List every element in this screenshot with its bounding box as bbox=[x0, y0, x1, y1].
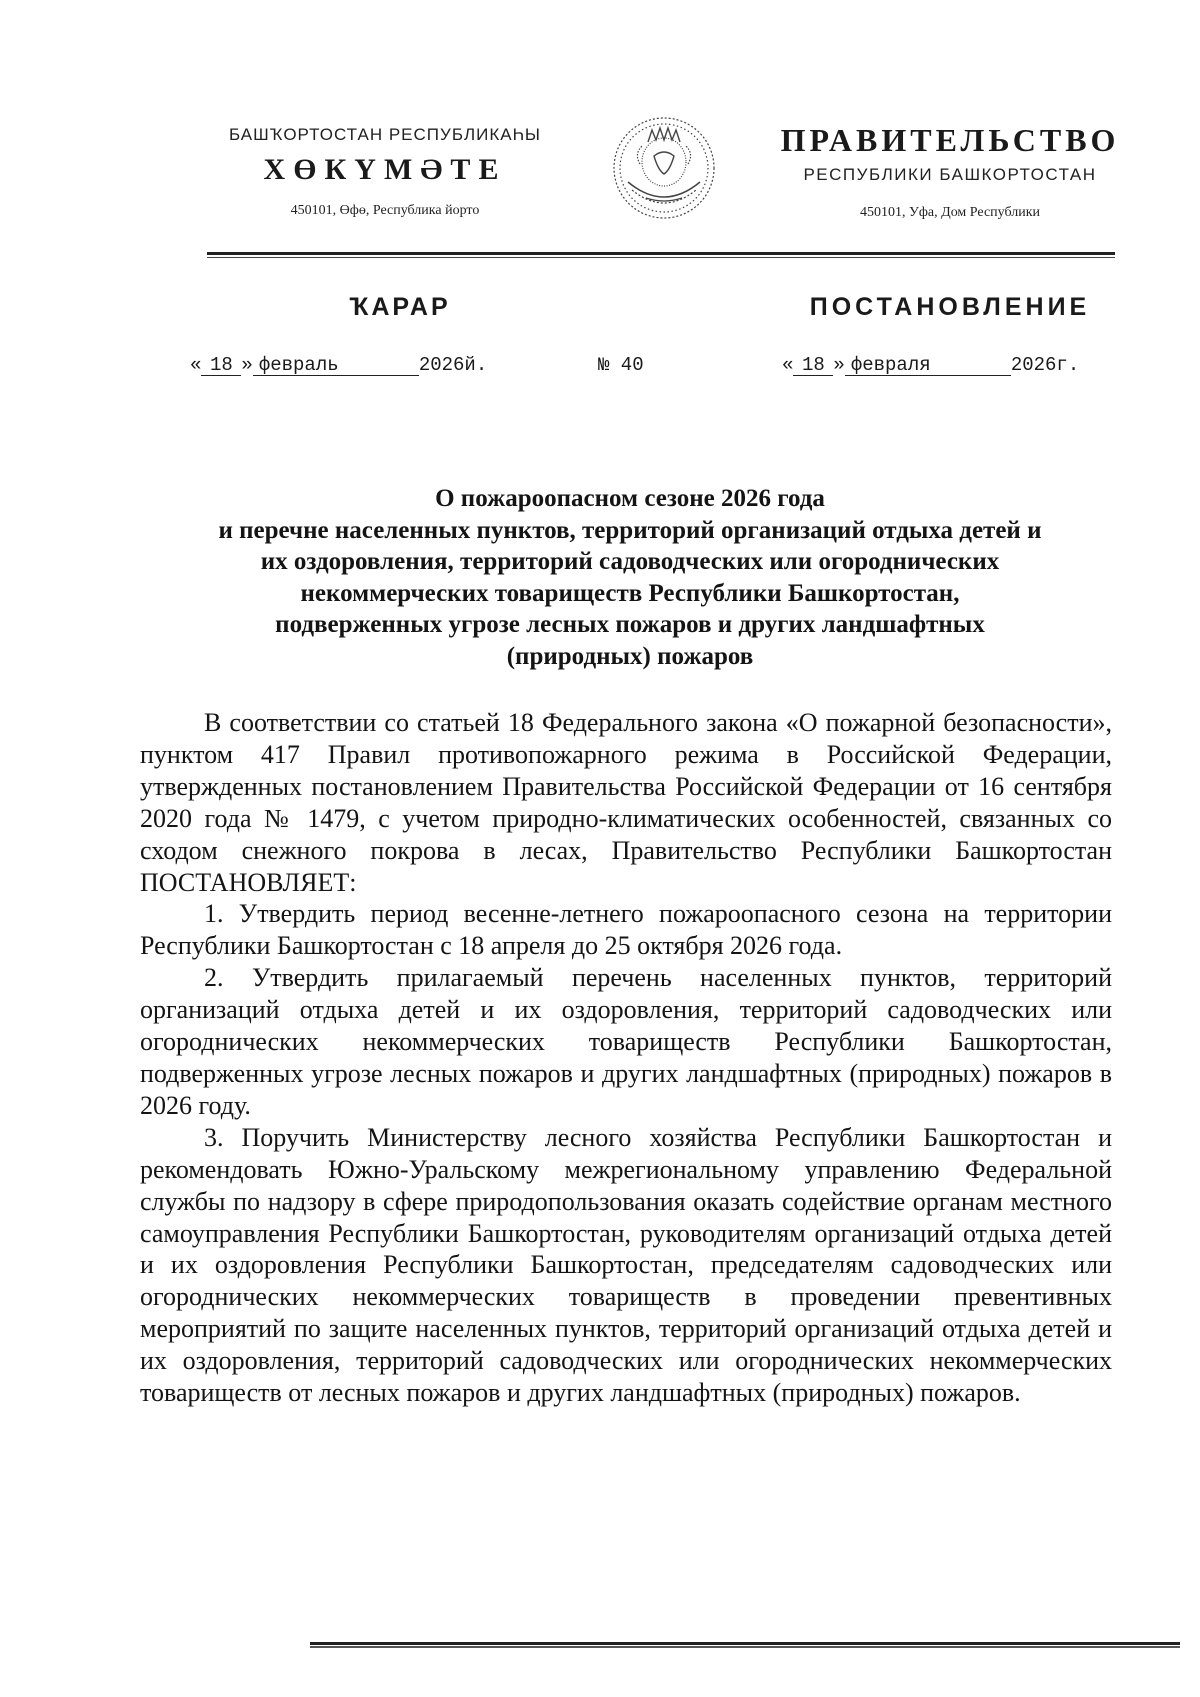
header-divider-thin bbox=[207, 257, 1115, 258]
russian-republic-name: РЕСПУБЛИКИ БАШКОРТОСТАН bbox=[803, 165, 1097, 184]
title-line: и перечне населенных пунктов, территорий организаций отдыха детей и bbox=[218, 516, 1042, 544]
date-russian bbox=[782, 354, 1079, 376]
decree-number: № 40 bbox=[598, 354, 644, 376]
item-1-paragraph: 1. Утвердить период весенне-летнего пожароопасного сезона на территории Республики Башкортостан с 18 апреля до 25 октября 2026 года. bbox=[140, 899, 1112, 961]
bashkir-address: 450101, Өфө, Республика йорто bbox=[290, 203, 480, 218]
header-bashkir bbox=[175, 125, 595, 219]
bashkortostan-coat-of-arms-icon bbox=[608, 112, 720, 224]
date-month-russian: февраля bbox=[845, 355, 1011, 376]
date-year-russian: 2026г. bbox=[1010, 354, 1080, 376]
date-bashkir bbox=[190, 354, 487, 376]
title-line: О пожароопасном сезоне 2026 года bbox=[435, 485, 825, 512]
russian-address: 450101, Уфа, Дом Республики bbox=[859, 205, 1041, 220]
bashkir-republic-name: БАШҠОРТОСТАН РЕСПУБЛИКАҺЫ bbox=[229, 125, 541, 144]
date-day-russian: 18 bbox=[793, 355, 833, 376]
doc-type-bashkir: ҠАРАР bbox=[349, 293, 451, 321]
item-3-paragraph: 3. Поручить Министерству лесного хозяйства Республики Башкортостан и рекомендовать Южно-Уральскому межрегиональному управлению Федеральной службы по надзору в сфере природопользования оказать содействие органам местного самоуправления Республики Башкортостан, руководителям организаций отдыха детей и их оздоровления Республики Башкортостан, председателям садоводческих или огороднических некоммерческих товариществ в проведении превентивных мероприятий по защите населенных пунктов, территорий организаций отдыха детей и их оздоровления, территорий садоводческих или огороднических некоммерческих товариществ от лесных пожаров и других ландшафтных (природных) пожаров. bbox=[140, 1122, 1112, 1408]
date-day-bashkir: 18 bbox=[201, 355, 241, 376]
quote-close: » bbox=[833, 354, 845, 376]
title-line: некоммерческих товариществ Республики Башкортостан, bbox=[300, 579, 960, 607]
page-bottom-line bbox=[310, 1642, 1180, 1645]
quote-close: » bbox=[241, 354, 253, 376]
decree-word: ПОСТАНОВЛЯЕТ: bbox=[140, 867, 357, 897]
page-bottom-line-thin bbox=[310, 1646, 1180, 1648]
document-title bbox=[140, 483, 1120, 672]
title-line: их оздоровления, территорий садоводческих или огороднических bbox=[260, 548, 1000, 575]
russian-government-name: ПРАВИТЕЛЬСТВО bbox=[780, 122, 1120, 158]
header-divider bbox=[207, 252, 1115, 255]
title-line: (природных) пожаров bbox=[506, 642, 754, 670]
bashkir-government-name: ХӨКҮМӘТЕ bbox=[263, 153, 507, 186]
date-year-bashkir: 2026й. bbox=[418, 354, 488, 376]
document-body bbox=[140, 707, 1112, 1409]
quote-open: « bbox=[190, 354, 202, 376]
date-month-bashkir: февраль bbox=[253, 355, 419, 376]
header-russian bbox=[765, 122, 1135, 221]
preamble-paragraph: В соответствии со статьей 18 Федерального закона «О пожарной безопасности», пунктом 417 Правил противопожарного режима в Российской Федерации, утвержденных постановлением Правительства Российской Федерации от 16 сентября 2020 года № 1479, с учетом природно-климатических особенностей, связанных со сходом снежного покрова в лесах, Правительство Республики Башкортостан bbox=[140, 708, 1112, 865]
doc-type-russian: ПОСТАНОВЛЕНИЕ bbox=[809, 293, 1091, 321]
title-line: подверженных угрозе лесных пожаров и других ландшафтных bbox=[275, 611, 985, 638]
item-2-paragraph: 2. Утвердить прилагаемый перечень населенных пунктов, территорий организаций отдыха детей и их оздоровления, территорий садоводческих или огороднических некоммерческих товариществ Республики Башкортостан, подверженных угрозе лесных пожаров и других ландшафтных (природных) пожаров в 2026 году. bbox=[140, 963, 1112, 1120]
quote-open: « bbox=[782, 354, 794, 376]
